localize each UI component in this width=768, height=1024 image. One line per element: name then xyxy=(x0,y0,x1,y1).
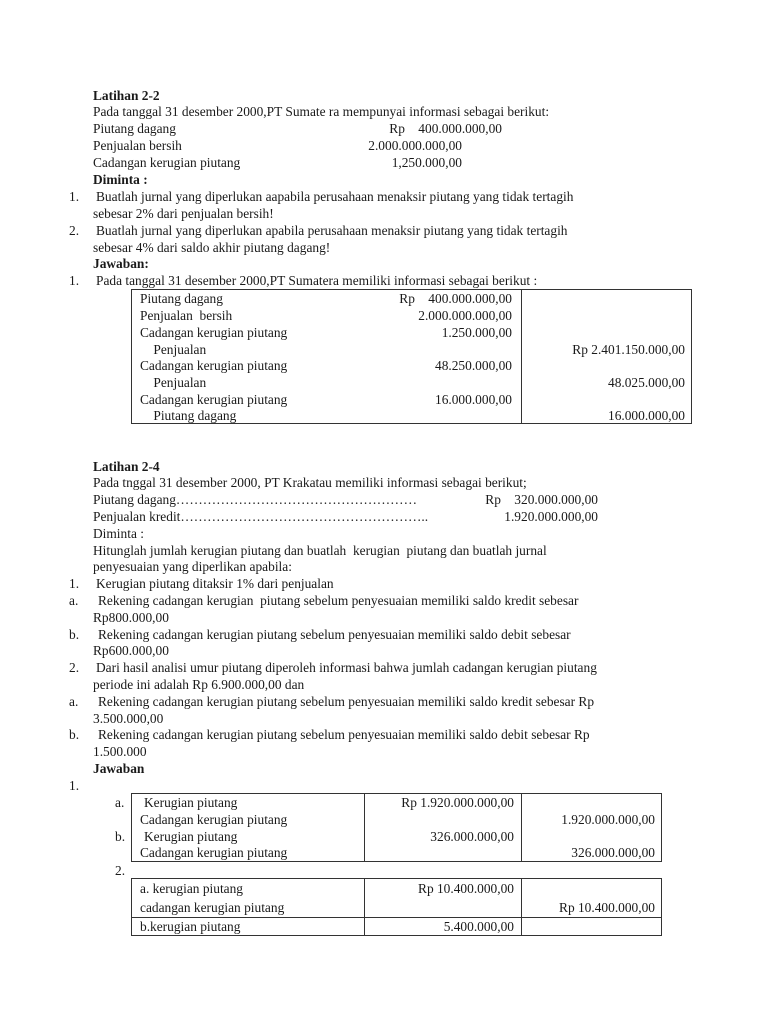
question-text: Rekening cadangan kerugian piutang sebelum penyesuaian memiliki saldo debit sebesar Rp xyxy=(98,727,590,742)
item-label: Piutang dagang xyxy=(93,121,176,136)
row-marker: a. xyxy=(115,795,125,810)
item-value: 2.000.000.000,00 xyxy=(368,138,462,153)
question-text: Rekening cadangan kerugian piutang sebelum penyesuaian memiliki saldo debit sebesar xyxy=(98,627,571,642)
table-cell-debit: 1.250.000,00 xyxy=(441,325,512,340)
jawaban-heading: Jawaban: xyxy=(93,256,149,271)
table-cell-debit: 2.000.000.000,00 xyxy=(418,308,512,323)
question-text: Kerugian piutang ditaksir 1% dari penjualan xyxy=(96,576,334,591)
table-cell-label: Penjualan bersih xyxy=(140,308,233,323)
journal-table-3 xyxy=(131,878,662,936)
table-cell-label: Cadangan kerugian piutang xyxy=(140,812,288,827)
list-letter: a. xyxy=(69,694,79,709)
table-cell-credit: Rp 10.400.000,00 xyxy=(559,900,655,915)
table-cell-credit: 16.000.000,00 xyxy=(608,408,685,423)
answer-text: Pada tanggal 31 desember 2000,PT Sumatera memiliki informasi sebagai berikut : xyxy=(96,273,538,288)
question-text: periode ini adalah Rp 6.900.000,00 dan xyxy=(93,677,305,692)
table-cell-label: b.kerugian piutang xyxy=(140,919,241,934)
table-cell-label: Cadangan kerugian piutang xyxy=(140,358,288,373)
item-value: 1,250.000,00 xyxy=(391,155,462,170)
table-cell-credit: 326.000.000,00 xyxy=(571,845,655,860)
intro-text: Pada tanggal 31 desember 2000,PT Sumate ra mempunyai informasi sebagai berikut: xyxy=(93,104,550,119)
instruction-text: Hitunglah jumlah kerugian piutang dan buatlah kerugian piutang dan buatlah jurnal xyxy=(93,543,547,558)
list-number: 1. xyxy=(69,576,80,591)
table-cell-label: Cadangan kerugian piutang xyxy=(140,392,288,407)
table-cell-label: Piutang dagang xyxy=(140,291,223,306)
jawaban-heading: Jawaban xyxy=(93,761,145,776)
table-cell-credit: Rp 2.401.150.000,00 xyxy=(572,342,685,357)
question-text: Dari hasil analisi umur piutang diperoleh informasi bahwa jumlah cadangan kerugian piutang xyxy=(96,660,597,675)
section-title-latihan-2-2: Latihan 2-2 xyxy=(93,88,160,103)
list-number: 2. xyxy=(115,863,126,878)
table-cell-debit: 326.000.000,00 xyxy=(430,829,514,844)
question-text: sebesar 2% dari penjualan bersih! xyxy=(93,206,274,221)
table-cell-label: Cadangan kerugian piutang xyxy=(140,845,288,860)
table-cell-debit: 16.000.000,00 xyxy=(435,392,512,407)
diminta-heading: Diminta : xyxy=(93,526,144,541)
question-text: sebesar 4% dari saldo akhir piutang dagang! xyxy=(93,240,331,255)
table-cell-debit: Rp 1.920.000.000,00 xyxy=(401,795,514,810)
journal-table-1 xyxy=(131,289,692,424)
row-marker: b. xyxy=(115,829,126,844)
question-text: Rekening cadangan kerugian piutang sebelum penyesuaian memiliki saldo kredit sebesar xyxy=(98,593,579,608)
list-number: 1. xyxy=(69,273,80,288)
question-text: Rp800.000,00 xyxy=(93,610,169,625)
table-cell-label: Penjualan xyxy=(140,342,207,357)
table-cell-debit: 48.250.000,00 xyxy=(435,358,512,373)
list-number: 2. xyxy=(69,660,80,675)
item-value: Rp 320.000.000,00 xyxy=(485,492,598,507)
table-cell-label: Cadangan kerugian piutang xyxy=(140,325,288,340)
question-text: Rekening cadangan kerugian piutang sebelum penyesuaian memiliki saldo kredit sebesar Rp xyxy=(98,694,595,709)
table-cell-label: Kerugian piutang xyxy=(144,795,238,810)
list-letter: b. xyxy=(69,727,80,742)
list-letter: a. xyxy=(69,593,79,608)
item-label: Cadangan kerugian piutang xyxy=(93,155,241,170)
table-cell-debit: Rp 10.400.000,00 xyxy=(418,881,514,896)
diminta-heading: Diminta : xyxy=(93,172,148,187)
table-cell-label: Piutang dagang xyxy=(140,408,237,423)
question-text: Rp600.000,00 xyxy=(93,643,169,658)
table-cell-credit: 1.920.000.000,00 xyxy=(561,812,655,827)
question-text: 3.500.000,00 xyxy=(93,711,164,726)
list-number: 1. xyxy=(69,778,80,793)
table-cell-label: cadangan kerugian piutang xyxy=(140,900,285,915)
item-label: Penjualan kredit……………………………………………….. xyxy=(93,509,429,524)
list-number: 2. xyxy=(69,223,80,238)
table-cell-label: Penjualan xyxy=(140,375,207,390)
list-number: 1. xyxy=(69,189,80,204)
section-title-latihan-2-4: Latihan 2-4 xyxy=(93,459,160,474)
item-label: Penjualan bersih xyxy=(93,138,182,153)
table-cell-debit: Rp 400.000.000,00 xyxy=(399,291,512,306)
instruction-text: penyesuaian yang diperlikan apabila: xyxy=(93,559,292,574)
table-cell-debit: 5.400.000,00 xyxy=(443,919,514,934)
item-value: Rp 400.000.000,00 xyxy=(389,121,502,136)
question-text: 1.500.000 xyxy=(93,744,147,759)
item-value: 1.920.000.000,00 xyxy=(504,509,598,524)
table-cell-label: a. kerugian piutang xyxy=(140,881,243,896)
journal-table-2 xyxy=(131,793,662,862)
table-cell-label: Kerugian piutang xyxy=(144,829,238,844)
table-cell-credit: 48.025.000,00 xyxy=(608,375,685,390)
question-text: Buatlah jurnal yang diperlukan apabila perusahaan menaksir piutang yang tidak tertagih xyxy=(96,223,568,238)
question-text: Buatlah jurnal yang diperlukan aapabila perusahaan menaksir piutang yang tidak tertagih xyxy=(96,189,574,204)
item-label: Piutang dagang……………………………………………… xyxy=(93,492,417,507)
list-letter: b. xyxy=(69,627,80,642)
intro-text: Pada tnggal 31 desember 2000, PT Krakatau memiliki informasi sebagai berikut; xyxy=(93,475,527,490)
